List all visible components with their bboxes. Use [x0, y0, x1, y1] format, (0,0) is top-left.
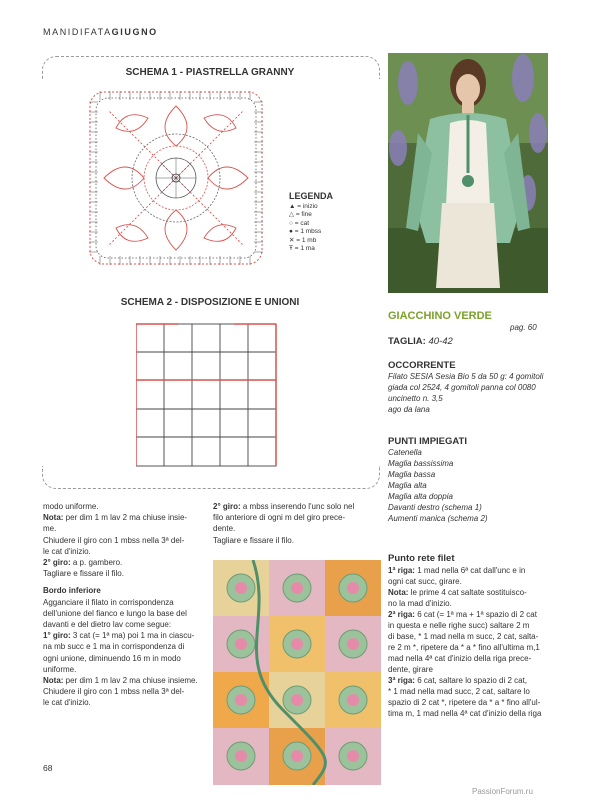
text-line: dente, girare	[388, 665, 433, 674]
text-line: 1° giro: 3 cat (= 1ª ma) poi 1 ma in ciascu-	[43, 631, 195, 641]
text-line: Nota: le prime 4 cat saltate sostituisco-	[388, 588, 527, 597]
text-line: 3ª riga: 6 cat, saltare lo spazio di 2 cat,	[388, 676, 528, 685]
watermark: PassionForum.ru	[472, 787, 533, 796]
text-line: Tagliare e fissare il filo.	[43, 569, 124, 579]
pattern-title: GIACCHINO VERDE	[388, 310, 492, 322]
legend-item: ✕ = 1 mb	[289, 236, 317, 244]
text-line: spazio di 2 cat *, ripetere da * a * fino all'ul-	[388, 698, 541, 707]
model-photo	[388, 53, 548, 293]
page-number: 68	[43, 763, 53, 773]
double-crochet-symbol-icon: Ŧ	[289, 245, 295, 252]
text-line: no la mad d'inizio.	[388, 599, 452, 608]
text-line: ogni cat succ, girare.	[388, 577, 462, 586]
filet-section: Punto rete filet 1ª riga: 1 mad nella 6ª cat dall'unc e in ogni cat succ, girare. Nota: le prime 4 cat saltate sostituisco- no la mad d'inizio. 2ª riga: 6 cat (= 1ª ma + 1ª spazio di 2 cat in questa e nelle righe succ) saltare 2 m di base, * 1 mad nella m succ, 2 cat, salta- re 2 m *, ripetere da * a * fino all'ultima m,1 mad nella 4ª cat d'inizio della riga prece- dente, girare 3ª riga: 6 cat, saltare lo spazio di 2 cat, * 1 mad nella mad succ, 2 cat, saltare lo spazio di 2 cat *, ripetere da * a * fino all'ul- tima m, 1 mad nella 4ª cat d'inizio della riga	[388, 553, 554, 719]
text-line: le cat d'inizio.	[43, 698, 91, 708]
layout-grid-diagram	[136, 322, 278, 468]
size-line: TAGLIA: 40-42	[388, 336, 453, 347]
legend	[289, 192, 333, 254]
chain-symbol-icon: ○	[289, 219, 295, 227]
text-line: Chiudere il giro con 1 mbss nella 3ª del-	[43, 535, 185, 545]
schema2-title: SCHEMA 2 - DISPOSIZIONE E UNIONI	[120, 297, 300, 308]
text-line: dell'unione del fianco e lungo la base del	[43, 608, 187, 618]
legend-item: Ŧ = 1 ma	[289, 245, 315, 252]
schema1-title: SCHEMA 1 - PIASTRELLA GRANNY	[125, 67, 295, 78]
granny-square-chart	[86, 88, 266, 268]
text-line: 1ª riga: 1 mad nella 6ª cat dall'unc e in	[388, 566, 526, 575]
end-symbol-icon: △	[289, 211, 296, 218]
text-line: Bordo inferiore	[43, 586, 101, 596]
text-line: na mb succ e 1 ma in corrispondenza di	[43, 642, 185, 652]
text-line: filo anteriore di ogni m del giro prece-	[213, 513, 346, 523]
text-line: di base, * 1 mad nella m succ, 2 cat, salta-	[388, 632, 539, 641]
single-crochet-symbol-icon: ✕	[289, 236, 297, 244]
text-line: 2ª riga: 6 cat (= 1ª ma + 1ª spazio di 2 cat	[388, 610, 537, 619]
legend-item: ● = 1 mbss	[289, 228, 322, 235]
text-line: dente.	[213, 524, 236, 534]
text-line: tima m, 1 mad nella 4ª cat d'inizio della riga	[388, 709, 542, 718]
text-line: Tagliare e fissare il filo.	[213, 535, 294, 545]
granny-tiles-photo	[213, 560, 381, 785]
text-line: 2° giro: a p. gambero.	[43, 558, 123, 568]
text-line: mad nella 4ª cat d'inizio della riga prece-	[388, 654, 532, 663]
slip-stitch-symbol-icon: ●	[289, 228, 295, 235]
middle-text-column	[213, 501, 383, 546]
text-line: modo uniforme.	[43, 502, 99, 511]
materials-section: OCCORRENTE Filato SESIA Sesia Bio 5 da 50 g: 4 gomitoli giada col 2524, 4 gomitoli panna col 0080 uncinetto n. 3,5 ago da lana	[388, 360, 544, 414]
text-line: me.	[43, 524, 57, 534]
legend-item: ○ = cat	[289, 219, 310, 227]
filet-instructions	[388, 565, 554, 719]
text-line: ogni unione, diminuendo 16 m in modo	[43, 653, 181, 663]
text-line: re 2 m *, ripetere da * a * fino all'ultima m,1	[388, 643, 540, 652]
legend-item: △ = fine	[289, 211, 312, 218]
legend-item: ▲ = inizio	[289, 202, 318, 210]
stitches-section: PUNTI IMPIEGATI Catenella Maglia bassissima Maglia bassa Maglia alta Maglia alta doppia Davanti destro (schema 1) Aumenti manica (schema 2)	[388, 436, 488, 523]
text-line: in questa e nelle righe succ) saltare 2 m	[388, 621, 530, 630]
page-reference: pag. 60	[510, 323, 537, 332]
text-line: 2° giro: a mbss inserendo l'unc solo nel	[213, 502, 355, 511]
text-line: Nota: per dim 1 m lav 2 ma chiuse insie-	[43, 513, 188, 523]
text-line: * 1 mad nella mad succ, 2 cat, saltare lo	[388, 687, 530, 696]
text-line: uniforme.	[43, 664, 77, 674]
magazine-header: MANIDIFATAGIUGNO	[43, 27, 158, 37]
text-line: Nota: per dim 1 m lav 2 ma chiuse insieme.	[43, 676, 198, 686]
text-line: Agganciare il filato in corrispondenza	[43, 597, 174, 607]
start-symbol-icon: ▲	[289, 202, 298, 210]
text-line: Chiudere il giro con 1 mbss nella 3ª del-	[43, 687, 185, 697]
text-line: le cat d'inizio.	[43, 546, 91, 556]
schema-frame-bottom	[42, 466, 380, 489]
left-text-column	[43, 501, 218, 709]
text-line: davanti e del dietro lav come segue:	[43, 620, 172, 630]
legend-title: LEGENDA	[289, 191, 334, 201]
